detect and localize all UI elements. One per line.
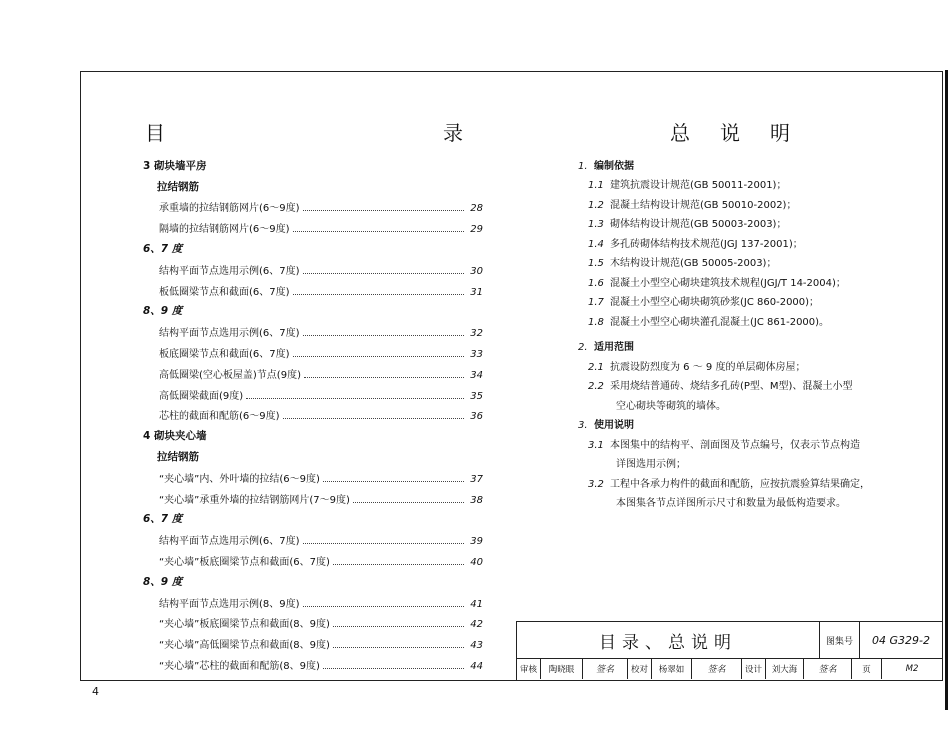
toc-page-number: 31: [470, 286, 483, 298]
note-number: 3.2: [588, 478, 604, 490]
note-text: 适用范围: [594, 342, 634, 353]
note-text: 编制依据: [594, 160, 634, 172]
page-number: 4: [92, 685, 99, 698]
toc-page-number: 29: [470, 224, 483, 236]
atlas-number-label: 图集号: [820, 622, 860, 658]
review-label: 审核: [517, 658, 541, 679]
note-number: 1.2: [588, 199, 604, 211]
note-item: [578, 373, 878, 393]
note-item: [578, 172, 878, 192]
toc-page-number: 38: [470, 494, 483, 506]
note-section-heading: [578, 152, 878, 172]
note-number: 1.6: [588, 277, 604, 289]
general-title-char: 明: [770, 121, 790, 145]
toc-leader-dots: [333, 564, 464, 565]
toc-title-char: 目: [145, 121, 167, 145]
note-text: 采用烧结普通砖、烧结多孔砖(P型、M型)、混凝土小型: [610, 381, 853, 392]
toc-page-number: 32: [470, 328, 483, 340]
toc-page-number: 37: [470, 473, 483, 485]
note-number: 2.2: [588, 381, 604, 392]
toc-leader-dots: [293, 294, 464, 295]
toc-entry-label: 板低圈梁节点和截面(6、7度): [159, 286, 290, 298]
drawing-title: 目录、总说明: [517, 622, 820, 658]
toc-page-number: 40: [470, 556, 483, 568]
toc-section-heading: 8、9 度: [143, 575, 183, 588]
note-continuation: 本图集各节点详图所示尺寸和数量为最低构造要求。: [616, 498, 846, 509]
toc-entry-label: 高低圈梁截面(9度): [159, 390, 244, 402]
note-item: [578, 250, 878, 270]
note-number: 2.: [578, 342, 588, 353]
toc-leader-dots: [303, 543, 464, 544]
toc-entry-label: 结构平面节点选用示例(8、9度): [159, 598, 300, 610]
toc-entry: [143, 485, 483, 506]
toc-entry-label: “夹心墙”承重外墙的拉结钢筋网片(7～9度): [159, 494, 350, 506]
toc-leader-dots: [303, 273, 464, 274]
toc-entry-label: “夹心墙”板底圈梁节点和截面(8、9度): [159, 619, 330, 631]
note-item: [578, 230, 878, 250]
toc-page-number: 35: [470, 390, 483, 402]
toc-entry-label: “夹心墙”芯柱的截面和配筋(8、9度): [159, 660, 320, 672]
note-continuation: 详图选用示例；: [616, 459, 686, 470]
title-block-top: [517, 622, 942, 659]
toc-entry: [143, 256, 483, 277]
note-item: [578, 191, 878, 211]
toc-section-heading: 6、7 度: [143, 242, 183, 255]
toc-section-heading: 拉结钢筋: [157, 450, 199, 463]
toc-leader-dots: [246, 398, 464, 399]
toc-entry: [143, 464, 483, 485]
note-text: 本图集中的结构平、剖面图及节点编号，仅表示节点构造: [610, 439, 860, 451]
toc-entry-label: 芯柱的截面和配筋(6～9度): [159, 411, 280, 423]
note-item: [578, 269, 878, 289]
toc-entry-label: “夹心墙”内、外叶墙的拉结(6～9度): [159, 473, 320, 485]
designer-name: 刘大海: [766, 658, 804, 679]
toc-section-heading: 6、7 度: [143, 513, 183, 526]
toc-title-char: 录: [443, 121, 465, 145]
toc-entry: [143, 547, 483, 568]
toc-leader-dots: [293, 356, 464, 357]
toc-page-number: 33: [470, 348, 483, 360]
note-number: 2.1: [588, 361, 604, 373]
note-text: 使用说明: [594, 420, 634, 431]
note-number: 1.: [578, 160, 588, 172]
toc-leader-dots: [323, 481, 464, 482]
note-text: 混凝土结构设计规范(GB 50010-2002)；: [610, 199, 797, 211]
toc-entry: [143, 277, 483, 298]
note-section-heading: [578, 412, 878, 432]
toc-page-number: 44: [470, 660, 483, 672]
toc-entry: [143, 610, 483, 631]
toc-leader-dots: [303, 210, 464, 211]
toc-leader-dots: [283, 418, 464, 419]
toc-chapter-heading: 4 砌块夹心墙: [143, 430, 207, 443]
toc-page-number: 39: [470, 536, 483, 548]
note-item: [578, 289, 878, 309]
toc-entry: [143, 589, 483, 610]
toc-entry: [143, 318, 483, 339]
note-number: 1.1: [588, 180, 604, 191]
toc-entry-label: 结构平面节点选用示例(6、7度): [159, 536, 300, 548]
note-number: 3.1: [588, 439, 604, 451]
toc-page-number: 41: [470, 598, 483, 610]
toc-page-number: 42: [470, 619, 483, 631]
proofreader-signature: 签名: [692, 658, 742, 679]
note-number: 1.4: [588, 238, 604, 250]
proofreader-name: 杨翠如: [652, 658, 692, 679]
toc-section-heading: 8、9 度: [143, 305, 183, 318]
toc-entry-label: 高低圈梁(空心板屋盖)节点(9度): [159, 369, 301, 381]
general-notes: [578, 152, 878, 509]
note-text: 砌体结构设计规范(GB 50003-2003)；: [610, 219, 787, 230]
toc-leader-dots: [333, 626, 464, 627]
note-text: 工程中各承力构件的截面和配筋，应按抗震验算结果确定，: [610, 478, 870, 490]
toc-leader-dots: [333, 647, 464, 648]
binding-edge: [945, 70, 948, 710]
toc-entry: [143, 360, 483, 381]
note-text: 混凝土小型空心砌块砌筑砂浆(JC 860-2000)；: [610, 297, 820, 308]
toc-leader-dots: [303, 335, 464, 336]
toc-entry: [143, 402, 483, 423]
toc-entry-label: 结构平面节点选用示例(6、7度): [159, 328, 300, 340]
toc-leader-dots: [293, 231, 464, 232]
toc-entry-label: 承重墙的拉结钢筋网片(6～9度): [159, 203, 300, 215]
table-of-contents: [143, 152, 483, 672]
toc-leader-dots: [353, 502, 464, 503]
toc-entry: [143, 630, 483, 651]
toc-page-number: 30: [470, 265, 483, 277]
note-text: 混凝土小型空心砌块建筑技术规程(JGJ/T 14-2004)；: [610, 277, 846, 289]
toc-entry: [143, 381, 483, 402]
signature-row: [517, 658, 942, 679]
toc-entry-label: 结构平面节点选用示例(6、7度): [159, 265, 300, 277]
general-notes-title: [670, 117, 790, 146]
proofread-label: 校对: [628, 658, 652, 679]
note-text: 建筑抗震设计规范(GB 50011-2001)；: [610, 180, 787, 191]
note-number: 3.: [578, 420, 588, 431]
design-label: 设计: [742, 658, 766, 679]
toc-entry-label: “夹心墙”板底圈梁节点和截面(6、7度): [159, 556, 330, 568]
note-continuation: 空心砌块等砌筑的墙体。: [616, 400, 726, 412]
designer-signature: 签名: [804, 658, 852, 679]
toc-leader-dots: [304, 377, 464, 378]
toc-leader-dots: [303, 606, 464, 607]
note-section-heading: [578, 334, 878, 354]
toc-page-number: 36: [470, 411, 483, 423]
toc-entry: [143, 651, 483, 672]
reviewer-name: 陶晓眼: [541, 658, 583, 679]
note-text: 抗震设防烈度为 6 ～ 9 度的单层砌体房屋；: [610, 361, 806, 373]
toc-chapter-heading: 3 砌块墙平房: [143, 159, 207, 172]
toc-entry: [143, 194, 483, 215]
toc-entry: [143, 214, 483, 235]
page-value: M2: [905, 663, 919, 674]
note-item: [578, 431, 878, 451]
toc-entry-label: 板底圈梁节点和截面(6、7度): [159, 348, 290, 360]
toc-page-number: 34: [470, 369, 483, 381]
page-label: 页: [852, 658, 882, 679]
toc-entry: [143, 339, 483, 360]
note-item: [578, 470, 878, 490]
note-item: [578, 353, 878, 373]
toc-title: [145, 117, 465, 146]
note-text: 多孔砖砌体结构技术规范(JGJ 137-2001)；: [610, 238, 803, 250]
reviewer-signature: 签名: [583, 658, 628, 679]
note-number: 1.8: [588, 316, 604, 328]
toc-leader-dots: [323, 668, 464, 669]
note-text: 木结构设计规范(GB 50005-2003)；: [610, 258, 777, 269]
note-item: [578, 308, 878, 328]
toc-entry-label: “夹心墙”高低圈梁节点和截面(8、9度): [159, 640, 330, 652]
note-number: 1.7: [588, 297, 604, 308]
toc-section-heading: 拉结钢筋: [157, 180, 199, 193]
toc-page-number: 43: [470, 640, 483, 652]
note-number: 1.5: [588, 258, 604, 269]
general-title-char: 说: [720, 121, 740, 145]
general-title-char: 总: [670, 121, 690, 145]
toc-entry-label: 隔墙的拉结钢筋网片(6～9度): [159, 224, 290, 236]
note-text: 混凝土小型空心砌块灌孔混凝土(JC 861-2000)。: [610, 316, 830, 328]
toc-page-number: 28: [470, 203, 483, 215]
toc-entry: [143, 526, 483, 547]
atlas-number-value: 04 G329-2: [872, 633, 930, 647]
title-block: [516, 621, 943, 680]
note-number: 1.3: [588, 219, 604, 230]
note-item: [578, 211, 878, 231]
